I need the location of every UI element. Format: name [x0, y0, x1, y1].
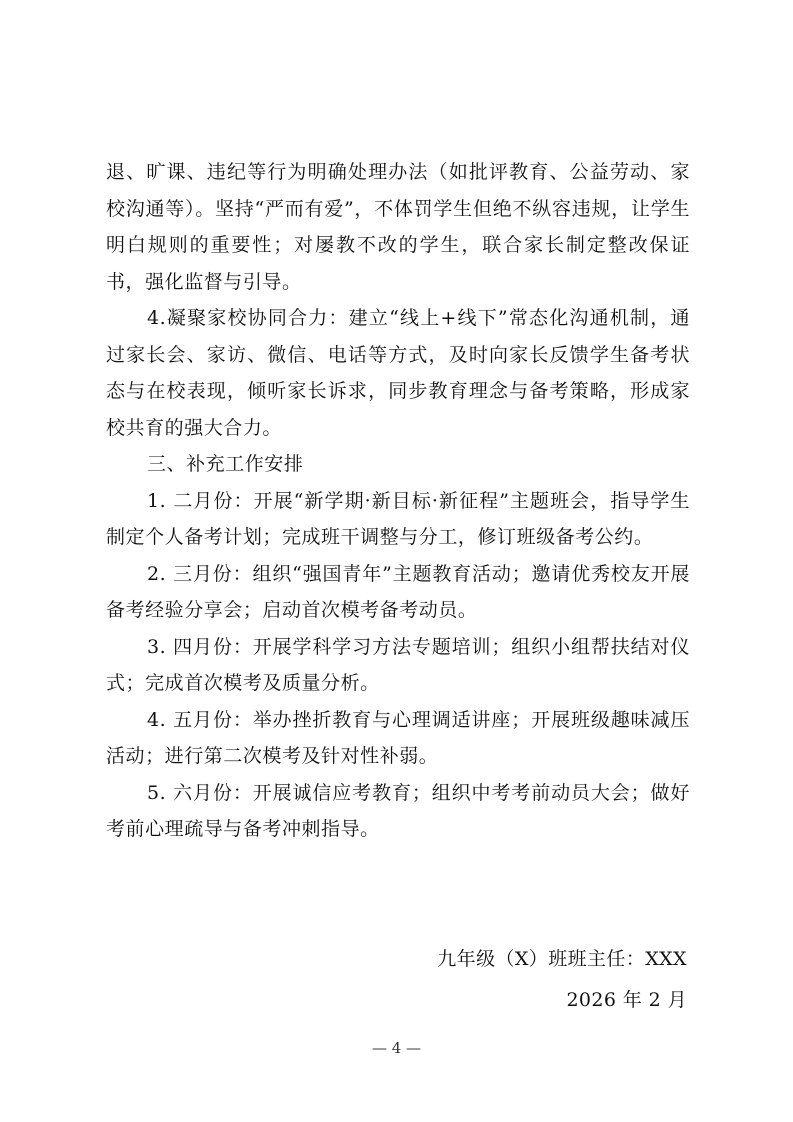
section-heading: 三、补充工作安排 — [147, 453, 304, 475]
schedule-item-february: 1. 二月份：开展“新学期·新目标·新征程”主题班会，指导学生制定个人备考计划；完成班干调整与分工，修订班级备考公约。 — [106, 489, 690, 548]
signature-author: 九年级（X）班班主任：XXX — [437, 948, 687, 970]
paragraph-item-4: 4.凝聚家校协同合力：建立“线上+线下”常态化沟通机制，通过家长会、家访、微信、电话等方式，及时向家长反馈学生备考状态与在校表现，倾听家长诉求，同步教育理念与备考策略，形成家校共育的强大合力。 — [106, 307, 690, 439]
page-number: — 4 — — [371, 1039, 422, 1057]
schedule-item-april: 3. 四月份：开展学科学习方法专题培训；组织小组帮扶结对仪式；完成首次模考及质量分析。 — [106, 635, 690, 694]
document-body — [106, 154, 690, 848]
paragraph-continued: 退、旷课、违纪等行为明确处理办法（如批评教育、公益劳动、家校沟通等）。坚持“严而有爱”，不体罚学生但绝不纵容违规，让学生明白规则的重要性；对屡教不改的学生，联合家长制定整改保证书，强化监督与引导。 — [106, 161, 690, 293]
schedule-item-may: 4. 五月份：举办挫折教育与心理调适讲座；开展班级趣味减压活动；进行第二次模考及针对性补弱。 — [106, 708, 690, 767]
schedule-item-march: 2. 三月份：组织“强国青年”主题教育活动；邀请优秀校友开展备考经验分享会；启动首次模考备考动员。 — [106, 562, 690, 621]
schedule-item-june: 5. 六月份：开展诚信应考教育；组织中考考前动员大会；做好考前心理疏导与备考冲刺指导。 — [106, 781, 690, 840]
signature-date: 2026 年 2 月 — [566, 989, 687, 1011]
